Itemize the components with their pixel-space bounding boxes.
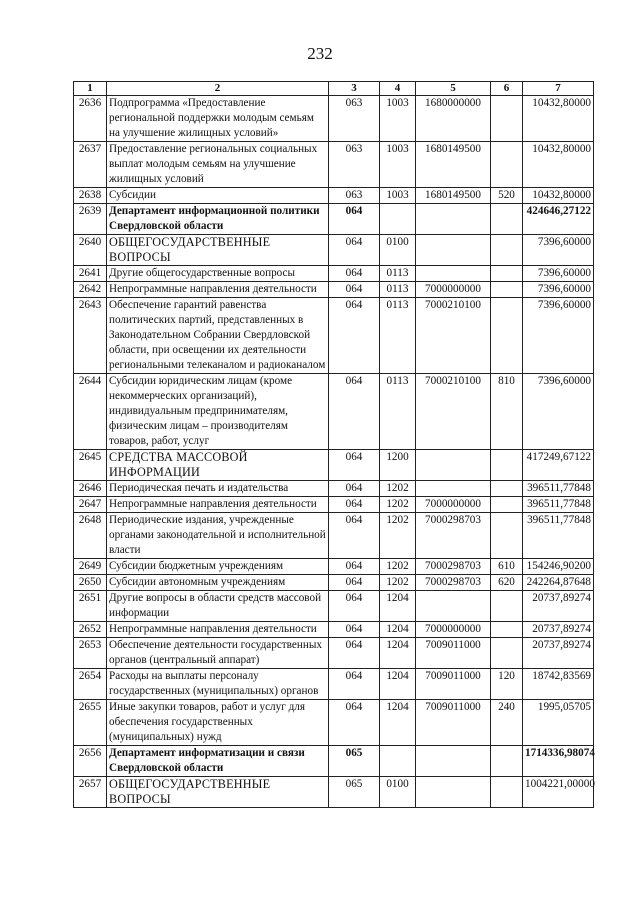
department-code-cell: 063 [329,142,380,188]
target-article-cell [416,746,491,777]
table-row [74,204,594,235]
row-name-cell: Непрограммные направления деятельности [107,497,329,513]
section-code-cell: 0113 [380,298,416,374]
department-code-cell: 064 [329,298,380,374]
row-name-cell: Субсидии автономным учреждениям [107,575,329,591]
department-code-cell: 064 [329,575,380,591]
row-number-cell: 2637 [74,142,107,188]
table-row [74,591,594,622]
amount-cell: 7396,60000 [523,298,594,374]
amount-cell: 7396,60000 [523,235,594,266]
amount-cell: 7396,60000 [523,282,594,298]
department-code-cell: 064 [329,669,380,700]
section-code-cell: 1202 [380,559,416,575]
target-article-cell: 7000298703 [416,559,491,575]
target-article-cell: 7000000000 [416,282,491,298]
column-header: 4 [380,82,416,96]
department-code-cell: 064 [329,497,380,513]
column-header: 3 [329,82,380,96]
table-row [74,700,594,746]
department-code-cell: 064 [329,282,380,298]
section-code-cell: 1202 [380,575,416,591]
row-name-cell: Непрограммные направления деятельности [107,282,329,298]
row-name-cell: Обеспечение гарантий равенства политических партий, представленных в Законодательном Собрании Свердловской области, при освещении их деятельности региональными телеканалом и радиоканалом [107,298,329,374]
target-article-cell [416,266,491,282]
row-name-cell: Другие общегосударственные вопросы [107,266,329,282]
row-number-cell: 2646 [74,481,107,497]
department-code-cell: 063 [329,96,380,142]
expense-type-cell: 620 [491,575,523,591]
column-header: 7 [523,82,594,96]
target-article-cell: 7000298703 [416,513,491,559]
table-row [74,622,594,638]
amount-cell: 7396,60000 [523,266,594,282]
row-number-cell: 2653 [74,638,107,669]
row-name-cell: Предоставление региональных социальных выплат молодым семьям на улучшение жилищных условий [107,142,329,188]
row-name-cell: Периодические издания, учрежденные органами законодательной и исполнительной власти [107,513,329,559]
target-article-cell: 7000000000 [416,497,491,513]
row-name-cell: Иные закупки товаров, работ и услуг для обеспечения государственных (муниципальных) нужд [107,700,329,746]
target-article-cell: 7009011000 [416,638,491,669]
expense-type-cell [491,282,523,298]
table-row [74,142,594,188]
target-article-cell: 7000000000 [416,622,491,638]
amount-cell: 1004221,00000 [523,777,594,808]
amount-cell: 10432,80000 [523,142,594,188]
expense-type-cell [491,96,523,142]
expense-type-cell [491,746,523,777]
row-name-cell: СРЕДСТВА МАССОВОЙ ИНФОРМАЦИИ [107,450,329,481]
row-name-cell: Субсидии [107,188,329,204]
amount-cell: 20737,89274 [523,622,594,638]
target-article-cell: 1680000000 [416,96,491,142]
expense-type-cell: 520 [491,188,523,204]
row-number-cell: 2640 [74,235,107,266]
expense-type-cell [491,481,523,497]
section-code-cell: 1003 [380,142,416,188]
expense-type-cell: 240 [491,700,523,746]
row-number-cell: 2652 [74,622,107,638]
row-number-cell: 2657 [74,777,107,808]
row-number-cell: 2643 [74,298,107,374]
column-header: 2 [107,82,329,96]
amount-cell: 396511,77848 [523,481,594,497]
target-article-cell: 7000298703 [416,575,491,591]
expense-type-cell: 610 [491,559,523,575]
section-code-cell: 0113 [380,282,416,298]
row-number-cell: 2655 [74,700,107,746]
table-row [74,513,594,559]
row-name-cell: Периодическая печать и издательства [107,481,329,497]
target-article-cell: 7009011000 [416,700,491,746]
table-row [74,746,594,777]
target-article-cell [416,204,491,235]
department-code-cell: 064 [329,591,380,622]
row-number-cell: 2645 [74,450,107,481]
section-code-cell: 1204 [380,638,416,669]
amount-cell: 242264,87648 [523,575,594,591]
department-code-cell: 064 [329,481,380,497]
table-row [74,497,594,513]
row-number-cell: 2638 [74,188,107,204]
table-row [74,777,594,808]
target-article-cell: 1680149500 [416,188,491,204]
amount-cell: 1995,05705 [523,700,594,746]
department-code-cell: 064 [329,450,380,481]
target-article-cell: 7000210100 [416,298,491,374]
row-name-cell: Непрограммные направления деятельности [107,622,329,638]
target-article-cell: 1680149500 [416,142,491,188]
row-number-cell: 2654 [74,669,107,700]
department-code-cell: 064 [329,235,380,266]
column-header: 5 [416,82,491,96]
table-row [74,282,594,298]
section-code-cell: 1003 [380,188,416,204]
amount-cell: 20737,89274 [523,591,594,622]
row-number-cell: 2651 [74,591,107,622]
table-row [74,638,594,669]
amount-cell: 396511,77848 [523,513,594,559]
table-row [74,266,594,282]
section-code-cell: 0113 [380,266,416,282]
row-name-cell: Департамент информационной политики Свердловской области [107,204,329,235]
expense-type-cell [491,513,523,559]
department-code-cell: 064 [329,700,380,746]
row-number-cell: 2647 [74,497,107,513]
expense-type-cell [491,638,523,669]
amount-cell: 417249,67122 [523,450,594,481]
expense-type-cell [491,591,523,622]
expense-type-cell [491,622,523,638]
table-row [74,575,594,591]
column-header: 6 [491,82,523,96]
row-number-cell: 2641 [74,266,107,282]
table-row [74,96,594,142]
expense-type-cell [491,450,523,481]
expense-type-cell [491,777,523,808]
table-row [74,450,594,481]
section-code-cell: 1003 [380,96,416,142]
row-name-cell: Расходы на выплаты персоналу государственных (муниципальных) органов [107,669,329,700]
page-number: 232 [307,44,333,63]
section-code-cell: 0100 [380,235,416,266]
table-row [74,559,594,575]
table-row [74,298,594,374]
table-row [74,235,594,266]
amount-cell: 1714336,98074 [523,746,594,777]
row-name-cell: Департамент информатизации и связи Свердловской области [107,746,329,777]
section-code-cell: 0113 [380,374,416,450]
amount-cell: 424646,27122 [523,204,594,235]
section-code-cell: 0100 [380,777,416,808]
section-code-cell: 1204 [380,669,416,700]
target-article-cell [416,235,491,266]
section-code-cell: 1204 [380,591,416,622]
department-code-cell: 064 [329,513,380,559]
section-code-cell [380,746,416,777]
department-code-cell: 064 [329,374,380,450]
section-code-cell [380,204,416,235]
department-code-cell: 064 [329,266,380,282]
row-number-cell: 2648 [74,513,107,559]
row-name-cell: Субсидии юридическим лицам (кроме некоммерческих организаций), индивидуальным предпринимателям, физическим лицам – производителям товаров, работ, услуг [107,374,329,450]
target-article-cell [416,777,491,808]
section-code-cell: 1202 [380,513,416,559]
table-header-row [74,82,594,96]
amount-cell: 396511,77848 [523,497,594,513]
row-number-cell: 2639 [74,204,107,235]
table-body [74,96,594,808]
row-name-cell: ОБЩЕГОСУДАРСТВЕННЫЕ ВОПРОСЫ [107,777,329,808]
expense-type-cell [491,235,523,266]
amount-cell: 7396,60000 [523,374,594,450]
expense-type-cell [491,204,523,235]
row-number-cell: 2636 [74,96,107,142]
target-article-cell: 7009011000 [416,669,491,700]
amount-cell: 10432,80000 [523,188,594,204]
department-code-cell: 064 [329,622,380,638]
section-code-cell: 1204 [380,622,416,638]
department-code-cell: 064 [329,204,380,235]
expense-type-cell: 810 [491,374,523,450]
row-number-cell: 2650 [74,575,107,591]
expense-type-cell [491,142,523,188]
expense-type-cell: 120 [491,669,523,700]
section-code-cell: 1204 [380,700,416,746]
row-number-cell: 2649 [74,559,107,575]
row-name-cell: ОБЩЕГОСУДАРСТВЕННЫЕ ВОПРОСЫ [107,235,329,266]
row-name-cell: Подпрограмма «Предоставление региональной поддержки молодым семьям на улучшение жилищных условий» [107,96,329,142]
row-number-cell: 2656 [74,746,107,777]
section-code-cell: 1202 [380,481,416,497]
row-name-cell: Субсидии бюджетным учреждениям [107,559,329,575]
amount-cell: 20737,89274 [523,638,594,669]
target-article-cell [416,591,491,622]
table-row [74,669,594,700]
amount-cell: 18742,83569 [523,669,594,700]
department-code-cell: 063 [329,188,380,204]
department-code-cell: 064 [329,559,380,575]
target-article-cell [416,450,491,481]
amount-cell: 154246,90200 [523,559,594,575]
department-code-cell: 065 [329,777,380,808]
section-code-cell: 1200 [380,450,416,481]
row-name-cell: Другие вопросы в области средств массовой информации [107,591,329,622]
target-article-cell: 7000210100 [416,374,491,450]
row-number-cell: 2642 [74,282,107,298]
expense-type-cell [491,497,523,513]
expense-type-cell [491,266,523,282]
row-name-cell: Обеспечение деятельности государственных органов (центральный аппарат) [107,638,329,669]
expense-type-cell [491,298,523,374]
department-code-cell: 064 [329,638,380,669]
column-header: 1 [74,82,107,96]
target-article-cell [416,481,491,497]
row-number-cell: 2644 [74,374,107,450]
table-row [74,481,594,497]
table-row [74,188,594,204]
section-code-cell: 1202 [380,497,416,513]
table-row [74,374,594,450]
department-code-cell: 065 [329,746,380,777]
budget-table [73,81,594,808]
amount-cell: 10432,80000 [523,96,594,142]
